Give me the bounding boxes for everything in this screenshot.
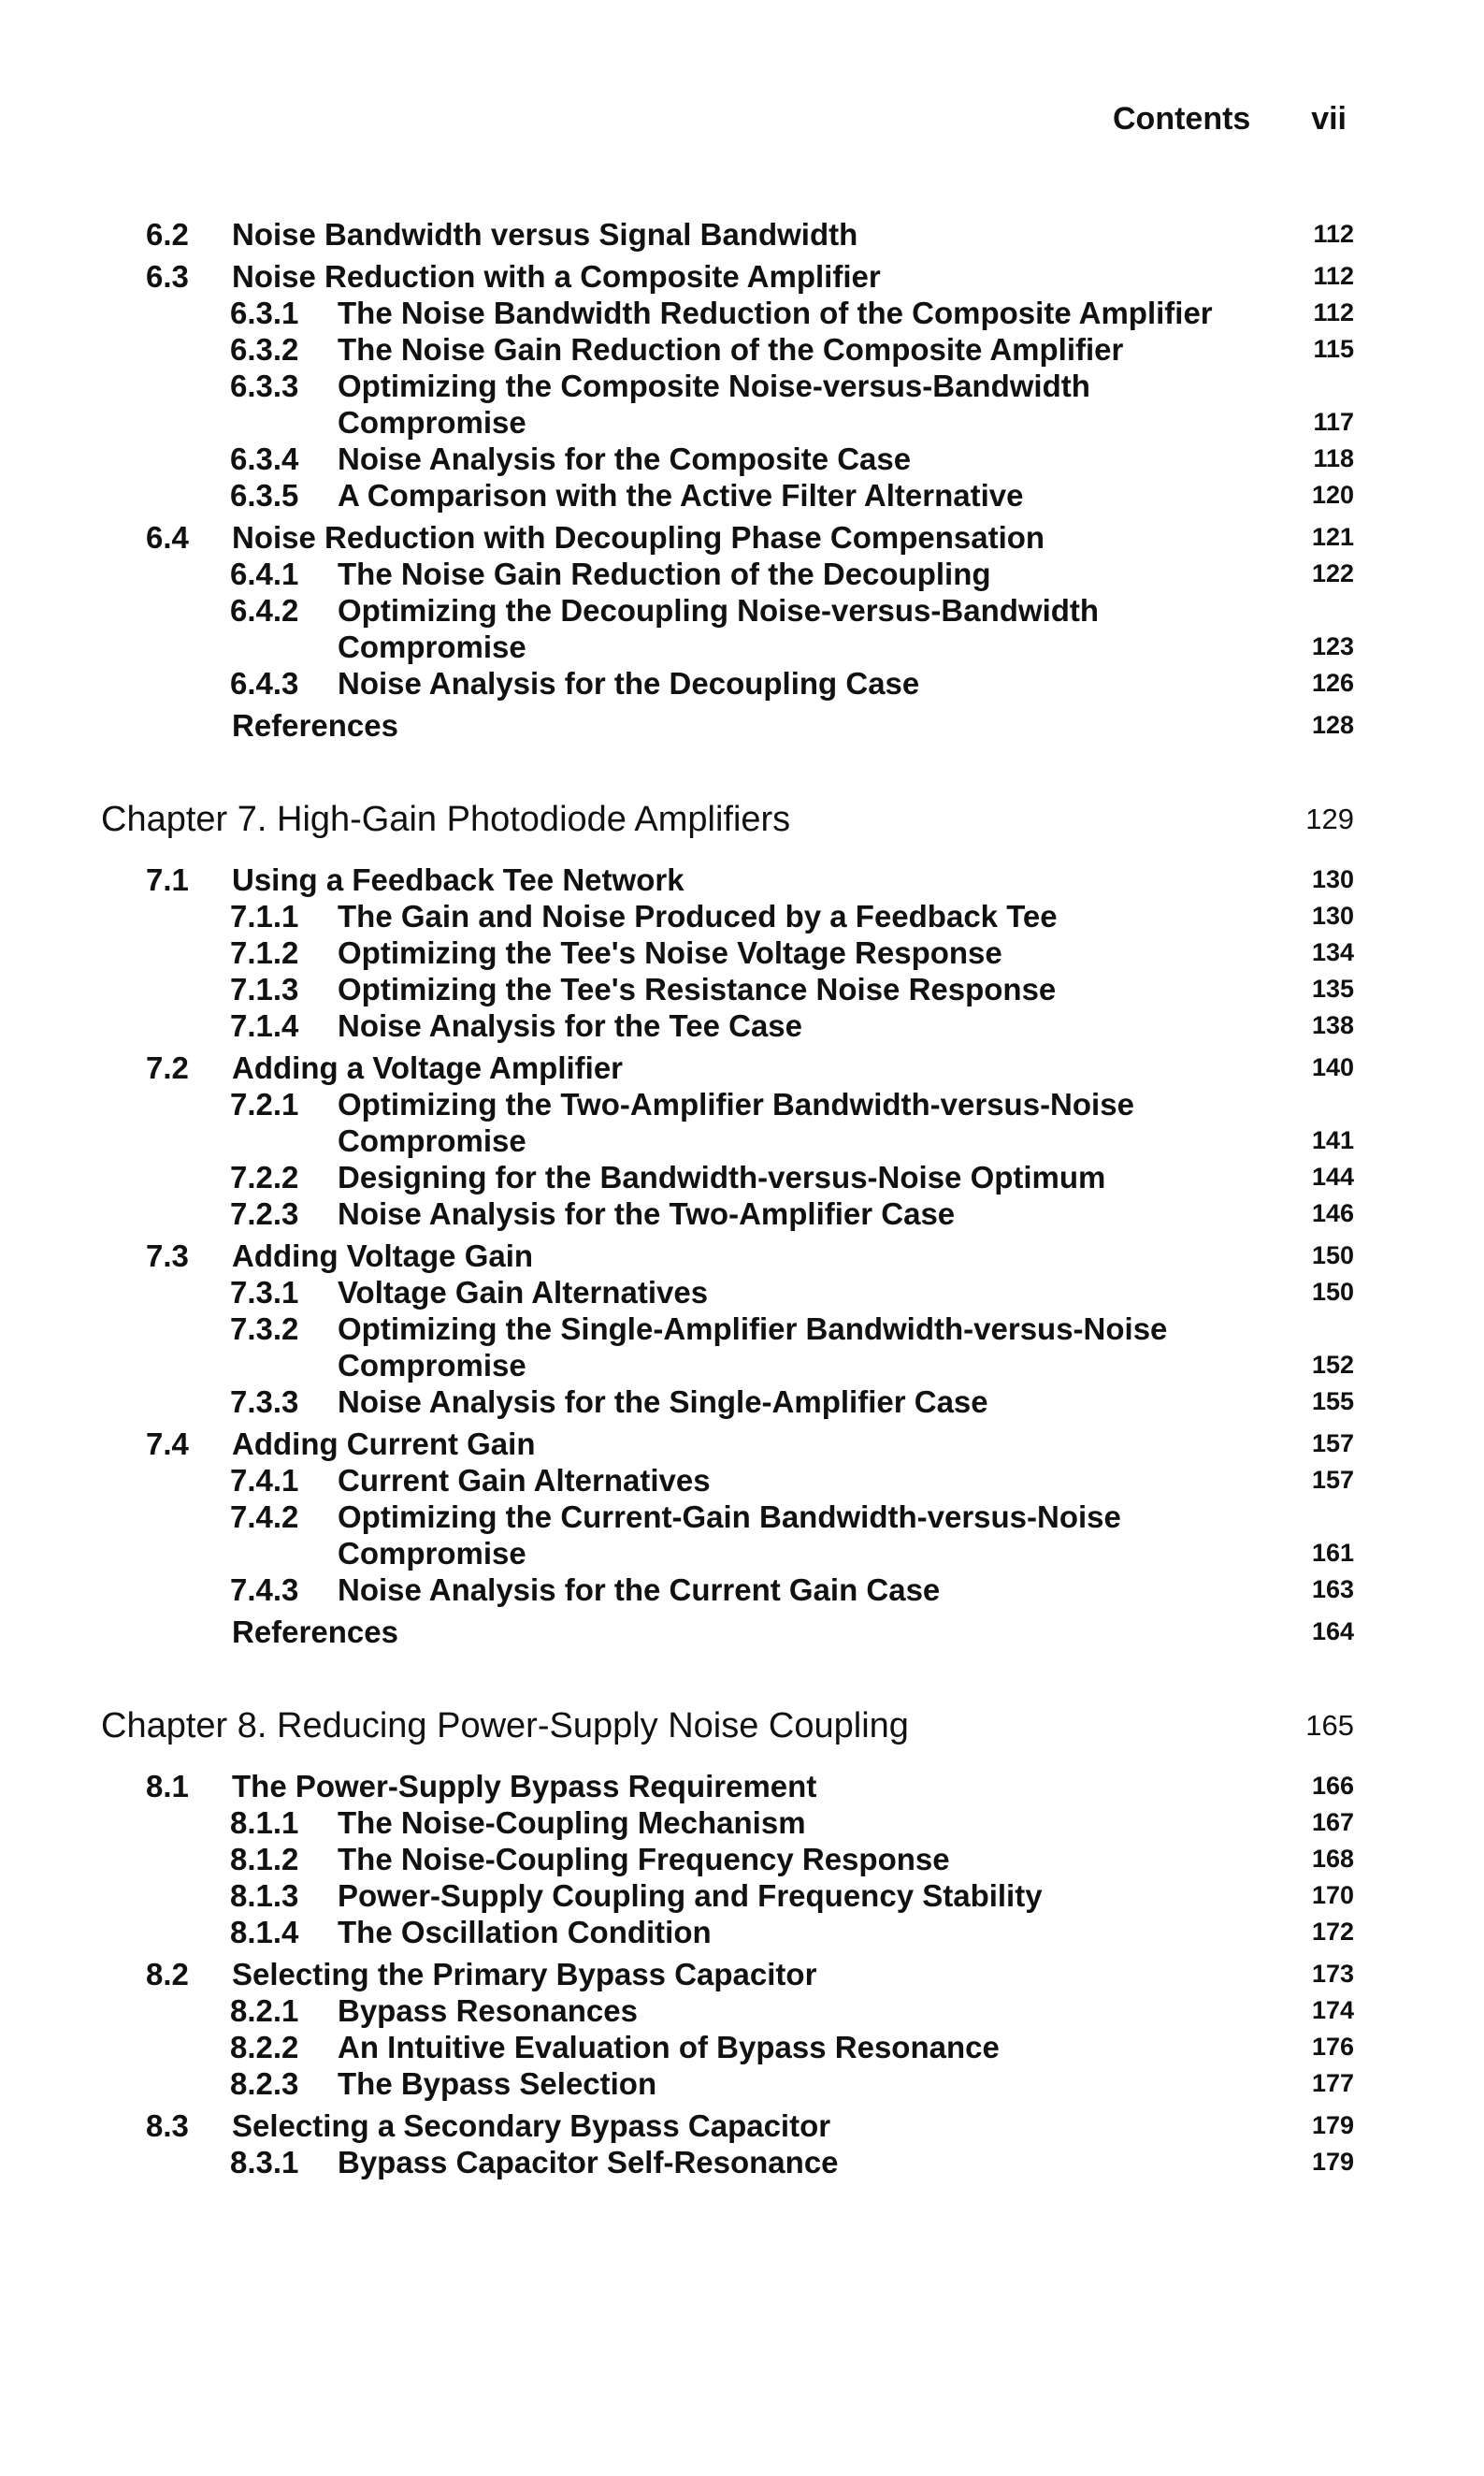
toc-entry-title: Noise Analysis for the Tee Case bbox=[338, 1008, 803, 1043]
toc-sub-entry bbox=[101, 1086, 1354, 1159]
toc-entry-number: 8.3 bbox=[146, 2108, 189, 2143]
toc-entry-number: 8.2.1 bbox=[230, 1993, 299, 2028]
toc-sub-entry bbox=[101, 1992, 1354, 2029]
toc-entry-number: 7.1.1 bbox=[230, 899, 299, 934]
toc-sub-entry bbox=[101, 898, 1354, 934]
toc-entry-title: References bbox=[232, 1614, 398, 1649]
toc-entry-page: 112 bbox=[1313, 298, 1354, 326]
toc-entry-number: 7.1.3 bbox=[230, 972, 299, 1006]
toc-entry-page: 122 bbox=[1311, 559, 1354, 587]
toc-entry-title: Optimizing the Decoupling Noise-versus-Bandwidth Compromise bbox=[338, 593, 1100, 664]
toc-sub-entry bbox=[101, 1499, 1354, 1571]
toc-entry-page: 144 bbox=[1311, 1163, 1354, 1191]
toc-entry-title: Power-Supply Coupling and Frequency Stability bbox=[338, 1878, 1043, 1913]
toc-entry-number: 6.3.3 bbox=[230, 369, 299, 403]
toc-sub-entry bbox=[101, 1914, 1354, 1950]
toc-entry-title: Noise Bandwidth versus Signal Bandwidth bbox=[232, 217, 858, 252]
toc-entry-page: 164 bbox=[1311, 1617, 1354, 1645]
toc-entry-page: 165 bbox=[1305, 1709, 1354, 1742]
toc-sub-entry bbox=[101, 2065, 1354, 2102]
toc-entry-number: 6.4 bbox=[146, 520, 189, 555]
header-title: Contents bbox=[1113, 101, 1251, 137]
toc-entry-page: 168 bbox=[1311, 1845, 1354, 1873]
toc-entry-number: 7.2.1 bbox=[230, 1087, 299, 1122]
toc-entry-number: 8.1.2 bbox=[230, 1842, 299, 1876]
toc-entry-page: 173 bbox=[1311, 1960, 1354, 1988]
toc-entry-number: 6.3.5 bbox=[230, 478, 299, 513]
toc-sub-entry bbox=[101, 477, 1354, 514]
toc-sub-entry bbox=[101, 2029, 1354, 2065]
toc-entry-number: 6.4.3 bbox=[230, 666, 299, 701]
running-header bbox=[1113, 101, 1347, 138]
toc-entry-page: 112 bbox=[1313, 262, 1354, 290]
toc-section-entry bbox=[101, 1426, 1354, 1462]
toc-entry-title: Noise Analysis for the Two-Amplifier Case bbox=[338, 1196, 956, 1231]
toc-entry-page: 135 bbox=[1311, 975, 1354, 1003]
toc-section-entry bbox=[101, 1768, 1354, 1804]
toc-entry-page: 157 bbox=[1311, 1429, 1354, 1457]
toc-sub-entry bbox=[101, 934, 1354, 971]
toc-entry-page: 176 bbox=[1311, 2033, 1354, 2061]
toc-entry-number: 6.3 bbox=[146, 259, 189, 294]
toc-chapter-entry bbox=[101, 798, 1354, 841]
toc-entry-title: The Noise-Coupling Frequency Response bbox=[338, 1842, 950, 1876]
toc-entry-page: 120 bbox=[1311, 481, 1354, 509]
toc-sub-entry bbox=[101, 1159, 1354, 1195]
toc-entry-number: 8.1.3 bbox=[230, 1878, 299, 1913]
toc-entry-page: 150 bbox=[1311, 1241, 1354, 1269]
toc-entry-title: The Power-Supply Bypass Requirement bbox=[232, 1769, 817, 1803]
toc-section-entry bbox=[101, 519, 1354, 556]
toc-entry-number: 8.1 bbox=[146, 1769, 189, 1803]
toc-entry-title: Bypass Resonances bbox=[338, 1993, 638, 2028]
toc-entry-page: 138 bbox=[1311, 1011, 1354, 1039]
toc-section-entry bbox=[101, 258, 1354, 295]
toc-entry-page: 167 bbox=[1311, 1808, 1354, 1836]
toc-sub-entry bbox=[101, 1462, 1354, 1499]
toc-entry-page: 140 bbox=[1311, 1053, 1354, 1081]
toc-entry-page: 170 bbox=[1311, 1881, 1354, 1909]
toc-sub-entry bbox=[101, 592, 1354, 665]
toc-entry-title: Optimizing the Tee's Noise Voltage Response bbox=[338, 935, 1002, 970]
toc-section-entry bbox=[101, 216, 1354, 253]
toc-entry-title: References bbox=[232, 708, 398, 743]
toc-entry-number: 7.2.2 bbox=[230, 1160, 299, 1195]
toc-entry-title: Optimizing the Current-Gain Bandwidth-versus-Noise Compromise bbox=[338, 1499, 1121, 1571]
toc-sub-entry bbox=[101, 441, 1354, 477]
toc-references-entry bbox=[101, 1614, 1354, 1650]
toc-entry-page: 130 bbox=[1311, 865, 1354, 893]
toc-section-entry bbox=[101, 862, 1354, 898]
toc-entry-title: Designing for the Bandwidth-versus-Noise Optimum bbox=[338, 1160, 1106, 1195]
toc-entry-page: 141 bbox=[1311, 1126, 1354, 1154]
toc-sub-entry bbox=[101, 556, 1354, 592]
toc-entry-number: 8.2.2 bbox=[230, 2030, 299, 2064]
toc-entry-title: The Oscillation Condition bbox=[338, 1915, 712, 1949]
toc-entry-page: 166 bbox=[1311, 1772, 1354, 1800]
toc-entry-number: 8.2 bbox=[146, 1957, 189, 1991]
toc-entry-page: 129 bbox=[1305, 803, 1354, 835]
toc-section-entry bbox=[101, 1956, 1354, 1992]
toc-sub-entry bbox=[101, 1877, 1354, 1914]
toc-entry-page: 150 bbox=[1311, 1278, 1354, 1306]
toc-entry-title: Noise Reduction with a Composite Amplifier bbox=[232, 259, 881, 294]
toc-references-entry bbox=[101, 707, 1354, 744]
toc-section-entry bbox=[101, 2107, 1354, 2144]
toc-entry-title: Noise Analysis for the Current Gain Case bbox=[338, 1572, 941, 1607]
toc-sub-entry bbox=[101, 1310, 1354, 1383]
toc-entry-number: 7.3 bbox=[146, 1238, 189, 1273]
toc-sub-entry bbox=[101, 1274, 1354, 1310]
toc-entry-title: The Gain and Noise Produced by a Feedback Tee bbox=[338, 899, 1058, 934]
toc-entry-page: 172 bbox=[1311, 1918, 1354, 1946]
toc-section-entry bbox=[101, 1050, 1354, 1086]
toc-entry-title: Optimizing the Tee's Resistance Noise Response bbox=[338, 972, 1057, 1006]
toc-entry-title: The Noise Gain Reduction of the Decoupling bbox=[338, 557, 991, 591]
toc-sub-entry bbox=[101, 665, 1354, 702]
toc-entry-title: Using a Feedback Tee Network bbox=[232, 862, 684, 897]
toc-entry-number: 6.2 bbox=[146, 217, 189, 252]
toc-entry-title: Bypass Capacitor Self-Resonance bbox=[338, 2145, 839, 2179]
toc-entry-page: 179 bbox=[1311, 2148, 1354, 2176]
toc-entry-number: 8.2.3 bbox=[230, 2066, 299, 2101]
toc-entry-title: Optimizing the Single-Amplifier Bandwidth-versus-Noise Compromise bbox=[338, 1311, 1168, 1383]
toc-entry-page: 123 bbox=[1311, 632, 1354, 660]
toc-entry-page: 152 bbox=[1311, 1351, 1354, 1379]
toc-entry-page: 161 bbox=[1311, 1539, 1354, 1567]
toc-entry-title: Noise Analysis for the Decoupling Case bbox=[338, 666, 920, 701]
toc-entry-page: 155 bbox=[1311, 1387, 1354, 1415]
toc-entry-title: Optimizing the Composite Noise-versus-Bandwidth Compromise bbox=[338, 369, 1090, 440]
toc-entry-page: 121 bbox=[1311, 523, 1354, 551]
toc-entry-number: 7.2.3 bbox=[230, 1196, 299, 1231]
toc-entry-title: Noise Reduction with Decoupling Phase Compensation bbox=[232, 520, 1045, 555]
toc-entry-number: 6.3.1 bbox=[230, 296, 299, 330]
toc-entry-number: 7.4.2 bbox=[230, 1499, 299, 1534]
toc-entry-page: 126 bbox=[1311, 669, 1354, 697]
toc-entry-number: 7.1 bbox=[146, 862, 189, 897]
toc-entry-title: Chapter 7. High-Gain Photodiode Amplifiers bbox=[101, 800, 791, 839]
toc-entry-number: 8.1.4 bbox=[230, 1915, 299, 1949]
toc-entry-title: Selecting a Secondary Bypass Capacitor bbox=[232, 2108, 831, 2143]
toc-sub-entry bbox=[101, 1841, 1354, 1877]
toc-entry-page: 146 bbox=[1311, 1199, 1354, 1227]
toc-entry-page: 179 bbox=[1311, 2111, 1354, 2139]
toc-entry-title: The Noise Bandwidth Reduction of the Composite Amplifier bbox=[338, 296, 1213, 330]
toc-entry-number: 7.3.2 bbox=[230, 1311, 299, 1346]
toc-entry-title: The Noise Gain Reduction of the Composite Amplifier bbox=[338, 332, 1124, 367]
toc-sub-entry bbox=[101, 368, 1354, 441]
toc-entry-page: 174 bbox=[1311, 1996, 1354, 2024]
toc-sub-entry bbox=[101, 1383, 1354, 1420]
toc-entry-page: 115 bbox=[1313, 335, 1354, 363]
toc-entry-number: 7.4.1 bbox=[230, 1463, 299, 1498]
toc-entry-number: 7.1.2 bbox=[230, 935, 299, 970]
toc-entry-title: Selecting the Primary Bypass Capacitor bbox=[232, 1957, 817, 1991]
toc-entry-number: 8.3.1 bbox=[230, 2145, 299, 2179]
toc-section-entry bbox=[101, 1238, 1354, 1274]
toc-entry-number: 6.4.2 bbox=[230, 593, 299, 628]
toc-entry-number: 7.4.3 bbox=[230, 1572, 299, 1607]
toc-entry-title: Noise Analysis for the Composite Case bbox=[338, 442, 912, 476]
toc-entry-number: 6.3.4 bbox=[230, 442, 299, 476]
toc-entry-title: Current Gain Alternatives bbox=[338, 1463, 711, 1498]
toc-entry-title: Adding Current Gain bbox=[232, 1426, 536, 1461]
toc-chapter-entry bbox=[101, 1704, 1354, 1747]
toc-entry-page: 157 bbox=[1311, 1466, 1354, 1494]
toc-entry-page: 117 bbox=[1313, 408, 1354, 436]
toc-entry-title: A Comparison with the Active Filter Alternative bbox=[338, 478, 1024, 513]
toc-sub-entry bbox=[101, 971, 1354, 1007]
toc-entry-number: 7.1.4 bbox=[230, 1008, 299, 1043]
toc-entry-page: 130 bbox=[1311, 902, 1354, 930]
toc-sub-entry bbox=[101, 1007, 1354, 1044]
toc-entry-number: 7.3.1 bbox=[230, 1275, 299, 1310]
table-of-contents bbox=[101, 210, 1354, 2180]
toc-entry-title: Adding a Voltage Amplifier bbox=[232, 1050, 624, 1085]
toc-entry-number: 8.1.1 bbox=[230, 1805, 299, 1840]
toc-entry-title: Noise Analysis for the Single-Amplifier Case bbox=[338, 1384, 988, 1419]
toc-entry-title: Voltage Gain Alternatives bbox=[338, 1275, 709, 1310]
toc-entry-number: 7.2 bbox=[146, 1050, 189, 1085]
toc-sub-entry bbox=[101, 1195, 1354, 1232]
toc-sub-entry bbox=[101, 1804, 1354, 1841]
toc-sub-entry bbox=[101, 331, 1354, 368]
toc-entry-title: The Noise-Coupling Mechanism bbox=[338, 1805, 806, 1840]
toc-entry-number: 6.4.1 bbox=[230, 557, 299, 591]
toc-sub-entry bbox=[101, 1571, 1354, 1608]
toc-entry-number: 7.4 bbox=[146, 1426, 189, 1461]
toc-entry-page: 128 bbox=[1311, 711, 1354, 739]
toc-entry-title: Adding Voltage Gain bbox=[232, 1238, 534, 1273]
toc-entry-page: 112 bbox=[1313, 220, 1354, 248]
toc-entry-number: 6.3.2 bbox=[230, 332, 299, 367]
toc-entry-title: Optimizing the Two-Amplifier Bandwidth-versus-Noise Compromise bbox=[338, 1087, 1134, 1158]
toc-entry-page: 118 bbox=[1313, 444, 1354, 472]
header-page-number: vii bbox=[1311, 101, 1347, 137]
toc-entry-number: 7.3.3 bbox=[230, 1384, 299, 1419]
toc-entry-page: 134 bbox=[1311, 938, 1354, 966]
toc-sub-entry bbox=[101, 295, 1354, 331]
toc-entry-title: An Intuitive Evaluation of Bypass Resonance bbox=[338, 2030, 1000, 2064]
toc-entry-title: Chapter 8. Reducing Power-Supply Noise Coupling bbox=[101, 1706, 909, 1745]
toc-entry-title: The Bypass Selection bbox=[338, 2066, 657, 2101]
toc-sub-entry bbox=[101, 2144, 1354, 2180]
toc-entry-page: 177 bbox=[1311, 2069, 1354, 2097]
toc-entry-page: 163 bbox=[1311, 1575, 1354, 1603]
